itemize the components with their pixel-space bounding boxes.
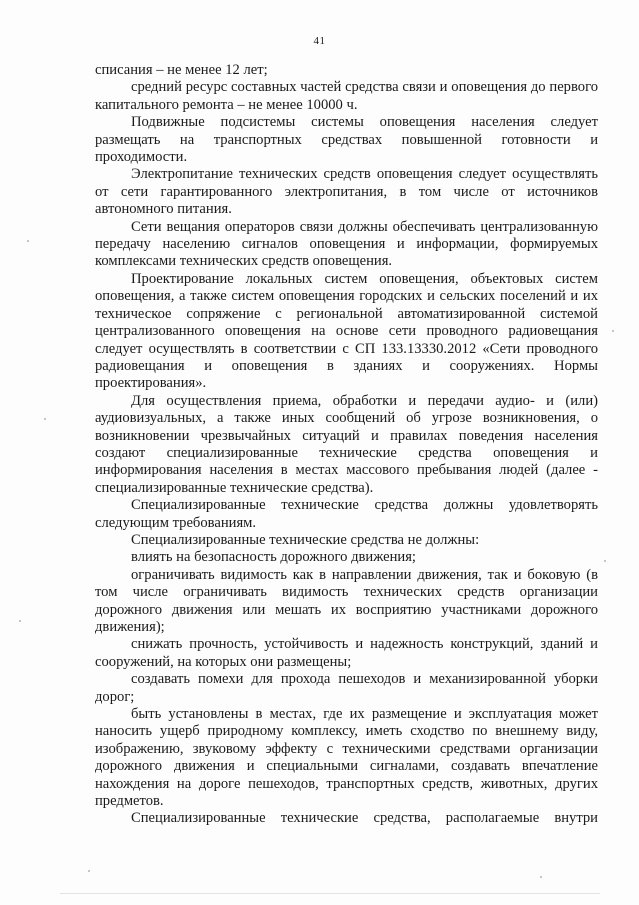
list-item-pedestrian-obstruction: создавать помехи для прохода пешеходов и механизированной уборки дорог; xyxy=(95,671,598,705)
paragraph-power-supply: Электропитание технических средств оповещения следует осуществлять от сети гарантированного электропитания, в том числе от источников автономного питания. xyxy=(95,166,598,218)
paragraph-requirements-intro: Специализированные технические средства должны удовлетворять следующим требованиям. xyxy=(95,497,598,531)
list-item-structural-strength: снижать прочность, устойчивость и надежность конструкций, зданий и сооружений, на которых они размещены; xyxy=(95,636,598,670)
paragraph-local-systems-design: Проектирование локальных систем оповещения, объектовых систем оповещения, а также систем оповещения городских и сельских поселений и их техническое сопряжение с региональной автоматизированной системой централизованного оповещения на основе сети проводного радиовещания следует осуществлять в соответствии с СП 133.13330.2012 «Сети проводного радиовещания и оповещения в зданиях и сооружениях. Нормы проектирования». xyxy=(95,270,598,392)
scan-speck xyxy=(19,620,21,622)
paragraph-must-not: Специализированные технические средства не должны: xyxy=(131,531,480,548)
scan-speck xyxy=(540,876,542,878)
scan-bottom-edge xyxy=(60,893,600,894)
body-text xyxy=(95,62,598,828)
scan-speck xyxy=(44,418,46,420)
list-item-placement: быть установлены в местах, где их размещение и эксплуатация может наносить ущерб природному комплексу, иметь сходство по внешнему виду, изображению, звуковому эффекту с техническими средствами организации дорожного движения и специальными сигналами, создавать впечатление нахождения на дороге пешеходов, транспортных средств, животных, других предметов. xyxy=(95,706,598,810)
scan-speck xyxy=(88,870,90,872)
scan-speck xyxy=(612,330,614,332)
scan-speck xyxy=(604,560,606,562)
paragraph-mobile-subsystems: Подвижные подсистемы системы оповещения населения следует размещать на транспортных средствах повышенной готовности и проходимости. xyxy=(95,114,598,166)
paragraph-indoor-means: Специализированные технические средства, располагаемые внутри xyxy=(131,810,598,827)
list-item-visibility: ограничивать видимость как в направлении движения, так и боковую (в том числе ограничивать видимость технических средств организации дорожного движения или мешать их восприятию участниками дорожного движения); xyxy=(95,566,598,635)
paragraph-specialized-means: Для осуществления приема, обработки и передачи аудио- и (или) аудиовизуальных, а также иных сообщений об угрозе возникновения, о возникновении чрезвычайных ситуаций и правилах поведения населения создают специализированные технические средства оповещения и информирования населения в местах массового пребывания людей (далее - специализированные технические средства). xyxy=(95,392,598,496)
page-number: 41 xyxy=(313,35,326,47)
paragraph-resource: средний ресурс составных частей средства связи и оповещения до первого капитального ремонта – не менее 10000 ч. xyxy=(95,79,598,113)
paragraph-service-life: списания – не менее 12 лет; xyxy=(95,62,268,78)
paragraph-broadcast-networks: Сети вещания операторов связи должны обеспечивать централизованную передачу населению сигналов оповещения и информации, формируемых комплексами технических средств оповещения. xyxy=(95,218,598,270)
list-item-traffic-safety: влиять на безопасность дорожного движения; xyxy=(131,549,416,566)
scan-speck xyxy=(27,240,29,242)
